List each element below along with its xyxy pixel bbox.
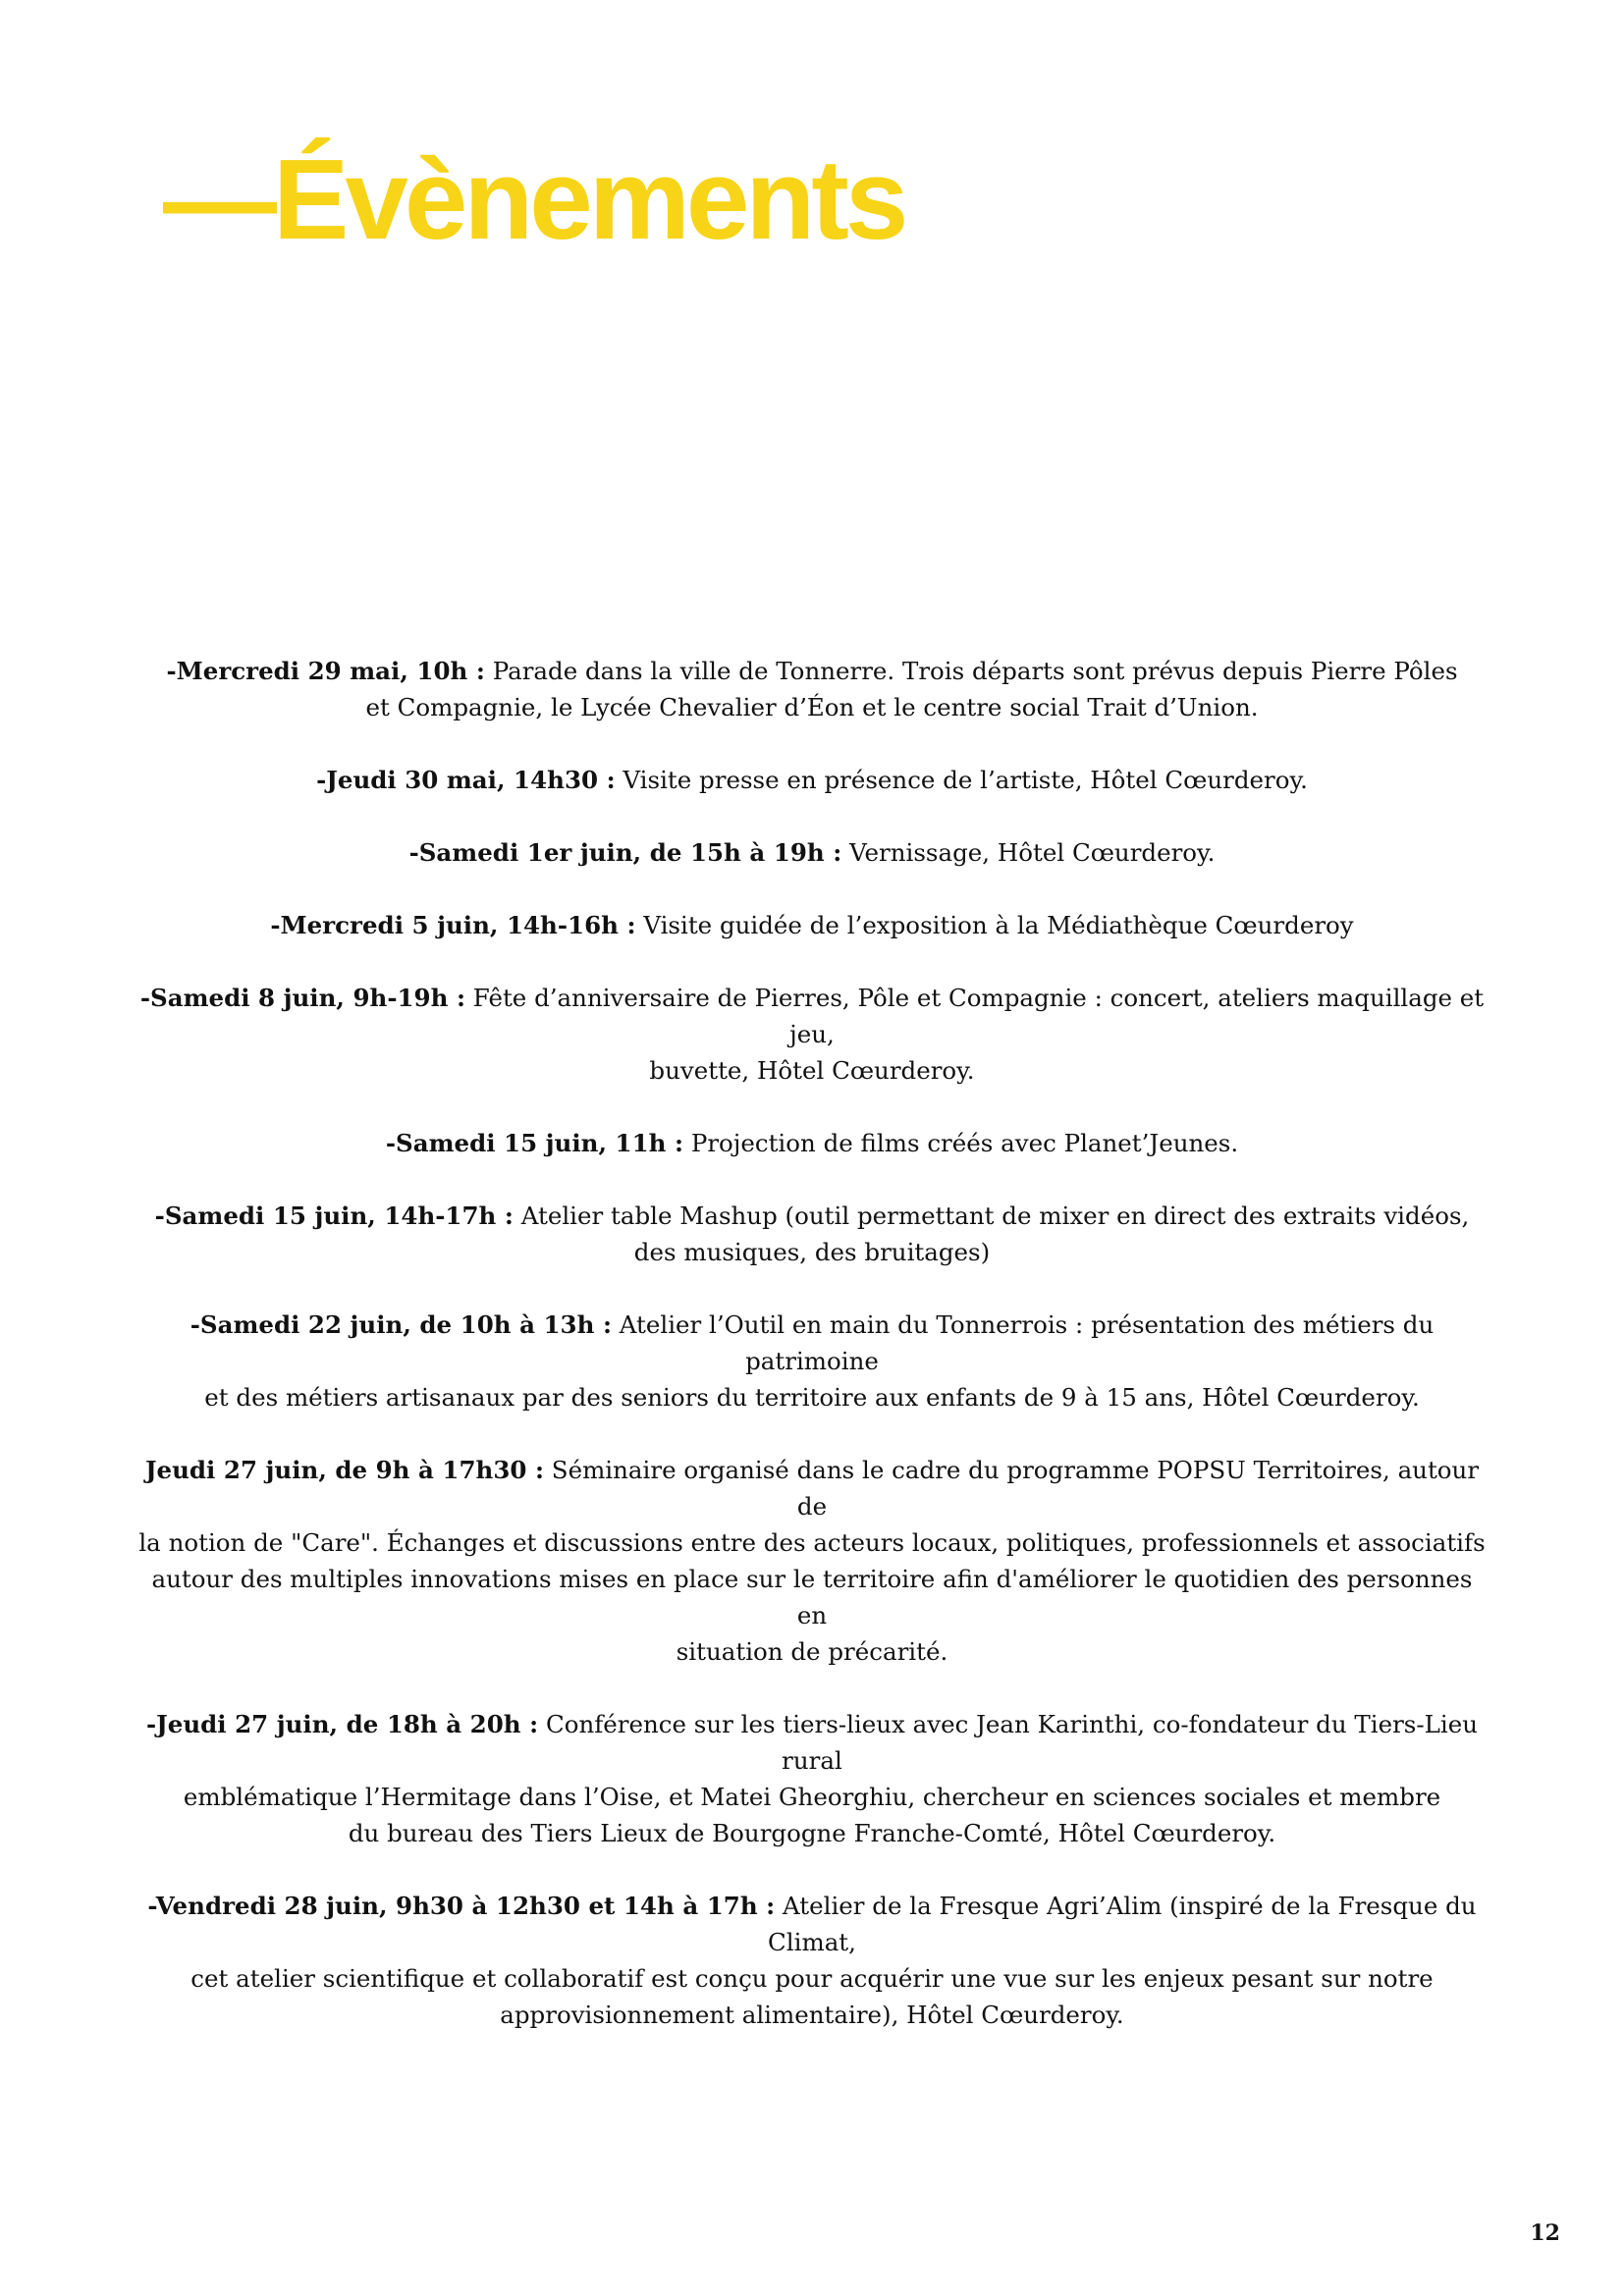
event-description: du bureau des Tiers Lieux de Bourgogne Franche-Comté, Hôtel Cœurderoy. — [348, 1819, 1276, 1847]
event-date: -Mercredi 5 juin, 14h-16h : — [270, 911, 636, 939]
event-description: Fête d’anniversaire de Pierres, Pôle et Compagnie : concert, ateliers maquillage et jeu, — [472, 984, 1485, 1048]
event-item — [137, 1125, 1487, 1161]
event-date: -Samedi 22 juin, de 10h à 13h : — [189, 1310, 612, 1339]
event-description: approvisionnement alimentaire), Hôtel Cœurderoy. — [500, 2001, 1124, 2029]
event-description: Vernissage, Hôtel Cœurderoy. — [849, 838, 1216, 867]
event-description: et Compagnie, le Lycée Chevalier d’Éon et le centre social Trait d’Union. — [365, 693, 1259, 721]
event-description: Conférence sur les tiers-lieux avec Jean Karinthi, co-fondateur du Tiers-Lieu rural — [545, 1710, 1479, 1775]
event-description: la notion de "Care". Échanges et discussions entre des acteurs locaux, politiques, professionnels et associatifs — [138, 1528, 1486, 1557]
event-item — [137, 980, 1487, 1089]
event-item — [137, 1706, 1487, 1851]
page-title: —Évènements — [163, 135, 905, 263]
event-date: -Samedi 8 juin, 9h-19h : — [139, 984, 465, 1012]
event-description: Parade dans la ville de Tonnerre. Trois départs sont prévus depuis Pierre Pôles — [492, 657, 1458, 685]
event-description: emblématique l’Hermitage dans l’Oise, et Matei Gheorghiu, chercheur en sciences sociales et membre — [183, 1783, 1441, 1811]
event-item — [137, 907, 1487, 943]
event-item — [137, 834, 1487, 871]
event-date: -Samedi 1er juin, de 15h à 19h : — [408, 838, 842, 867]
event-description: Projection de films créés avec Planet’Jeunes. — [690, 1129, 1239, 1157]
event-description: et des métiers artisanaux par des seniors du territoire aux enfants de 9 à 15 ans, Hôtel Cœurderoy. — [204, 1383, 1420, 1412]
event-item — [137, 1452, 1487, 1670]
event-date: -Samedi 15 juin, 14h-17h : — [154, 1201, 514, 1230]
event-description: des musiques, des bruitages) — [633, 1238, 991, 1266]
page-number: 12 — [1530, 2220, 1560, 2246]
event-description: autour des multiples innovations mises en place sur le territoire afin d'améliorer le quotidien des personnes en — [151, 1565, 1473, 1629]
event-description: buvette, Hôtel Cœurderoy. — [649, 1056, 975, 1085]
event-item — [137, 653, 1487, 725]
event-date: -Mercredi 29 mai, 10h : — [166, 657, 485, 685]
event-description: Visite guidée de l’exposition à la Médiathèque Cœurderoy — [643, 911, 1354, 939]
events-list — [137, 653, 1487, 2069]
event-description: Atelier de la Fresque Agri’Alim (inspiré de la Fresque du Climat, — [768, 1892, 1477, 1956]
event-description: Visite presse en présence de l’artiste, Hôtel Cœurderoy. — [623, 766, 1308, 794]
event-item — [137, 1198, 1487, 1270]
event-item — [137, 762, 1487, 798]
event-date: Jeudi 27 juin, de 9h à 17h30 : — [144, 1456, 544, 1484]
event-date: -Jeudi 27 juin, de 18h à 20h : — [145, 1710, 539, 1738]
event-description: Atelier table Mashup (outil permettant de mixer en direct des extraits vidéos, — [520, 1201, 1470, 1230]
event-date: -Vendredi 28 juin, 9h30 à 12h30 et 14h à 17h : — [147, 1892, 776, 1920]
event-item — [137, 1888, 1487, 2033]
event-date: -Jeudi 30 mai, 14h30 : — [316, 766, 616, 794]
event-description: situation de précarité. — [676, 1637, 948, 1666]
event-description: cet atelier scientifique et collaboratif est conçu pour acquérir une vue sur les enjeux pesant sur notre — [190, 1964, 1434, 1993]
event-item — [137, 1307, 1487, 1415]
event-date: -Samedi 15 juin, 11h : — [385, 1129, 684, 1157]
event-description: Atelier l’Outil en main du Tonnerrois : présentation des métiers du patrimoine — [619, 1310, 1435, 1375]
event-description: Séminaire organisé dans le cadre du programme POPSU Territoires, autour de — [551, 1456, 1480, 1521]
